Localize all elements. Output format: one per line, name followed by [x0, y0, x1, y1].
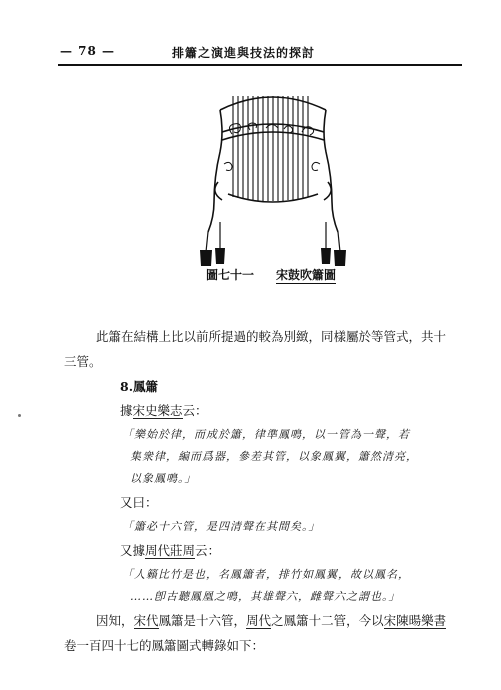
pipe-tubes — [233, 96, 308, 201]
header-rule — [58, 64, 462, 66]
running-header — [60, 44, 460, 62]
quote-1-line-3: 以象鳳鳴。」 — [130, 472, 197, 485]
tassels — [200, 248, 346, 266]
quote-3-line-1: 「人籟比竹是也，名鳳簫者，排竹如鳳翼，故以鳳名， — [122, 568, 410, 581]
paragraph-2-text: 因知， — [96, 613, 134, 628]
paragraph-2-line-2: 卷一百四十七的鳳簫圖式轉錄如下： — [64, 638, 265, 653]
figure-caption — [206, 266, 356, 284]
citation-2: 又曰： — [120, 495, 158, 510]
citation-3-source: 周代莊周 — [145, 543, 196, 558]
figure-label: 圖七十一 — [206, 268, 255, 282]
quote-2: 「簫必十六管，是四清聲在其間矣。」 — [122, 520, 321, 533]
paragraph-1-line-1: 此簫在結構上比以前所提過的較為別緻，同樣屬於等管式，共十 — [96, 329, 447, 344]
term-song-dynasty: 宋代 — [133, 613, 159, 628]
paragraph-2-text: 鳳簫是十六管， — [158, 613, 247, 628]
citation-1-source: 宋史樂志 — [132, 403, 183, 418]
quote-3-line-2: ……卽古聽鳳凰之鳴，其雄聲六，雌聲六之謂也。」 — [130, 590, 401, 603]
hanging-cords — [206, 222, 340, 252]
citation-1-suffix: 云： — [182, 403, 208, 418]
citation-1-prefix: 據 — [120, 403, 133, 418]
scan-speck — [18, 414, 21, 417]
citation-3-prefix: 又據 — [120, 543, 146, 558]
song-panpipe-illustration — [180, 82, 365, 267]
running-title: 排簫之演進與技法的探討 — [172, 46, 316, 60]
page-number: — 78 — — [60, 44, 116, 58]
paragraph-2-text: 之鳳簫十二管，今以 — [271, 613, 384, 628]
book-reference: 宋陳暘樂書 — [383, 613, 447, 628]
paragraph-2-line-1 — [96, 612, 446, 630]
citation-3 — [120, 542, 220, 560]
citation-1 — [120, 402, 208, 420]
section-heading: 8.鳳簫 — [120, 379, 159, 394]
quote-1-line-1: 「樂始於律，而成於簫，律準鳳鳴，以一管為一聲，若 — [122, 428, 410, 441]
citation-3-suffix: 云： — [195, 543, 221, 558]
figure-title: 宋鼓吹簫圖 — [276, 268, 337, 282]
term-zhou-dynasty: 周代 — [246, 613, 272, 628]
quote-1-line-2: 集衆律，編而爲器，參差其管，以象鳳翼，簫然清亮， — [130, 450, 418, 463]
paragraph-1-line-2: 三管。 — [64, 354, 102, 369]
